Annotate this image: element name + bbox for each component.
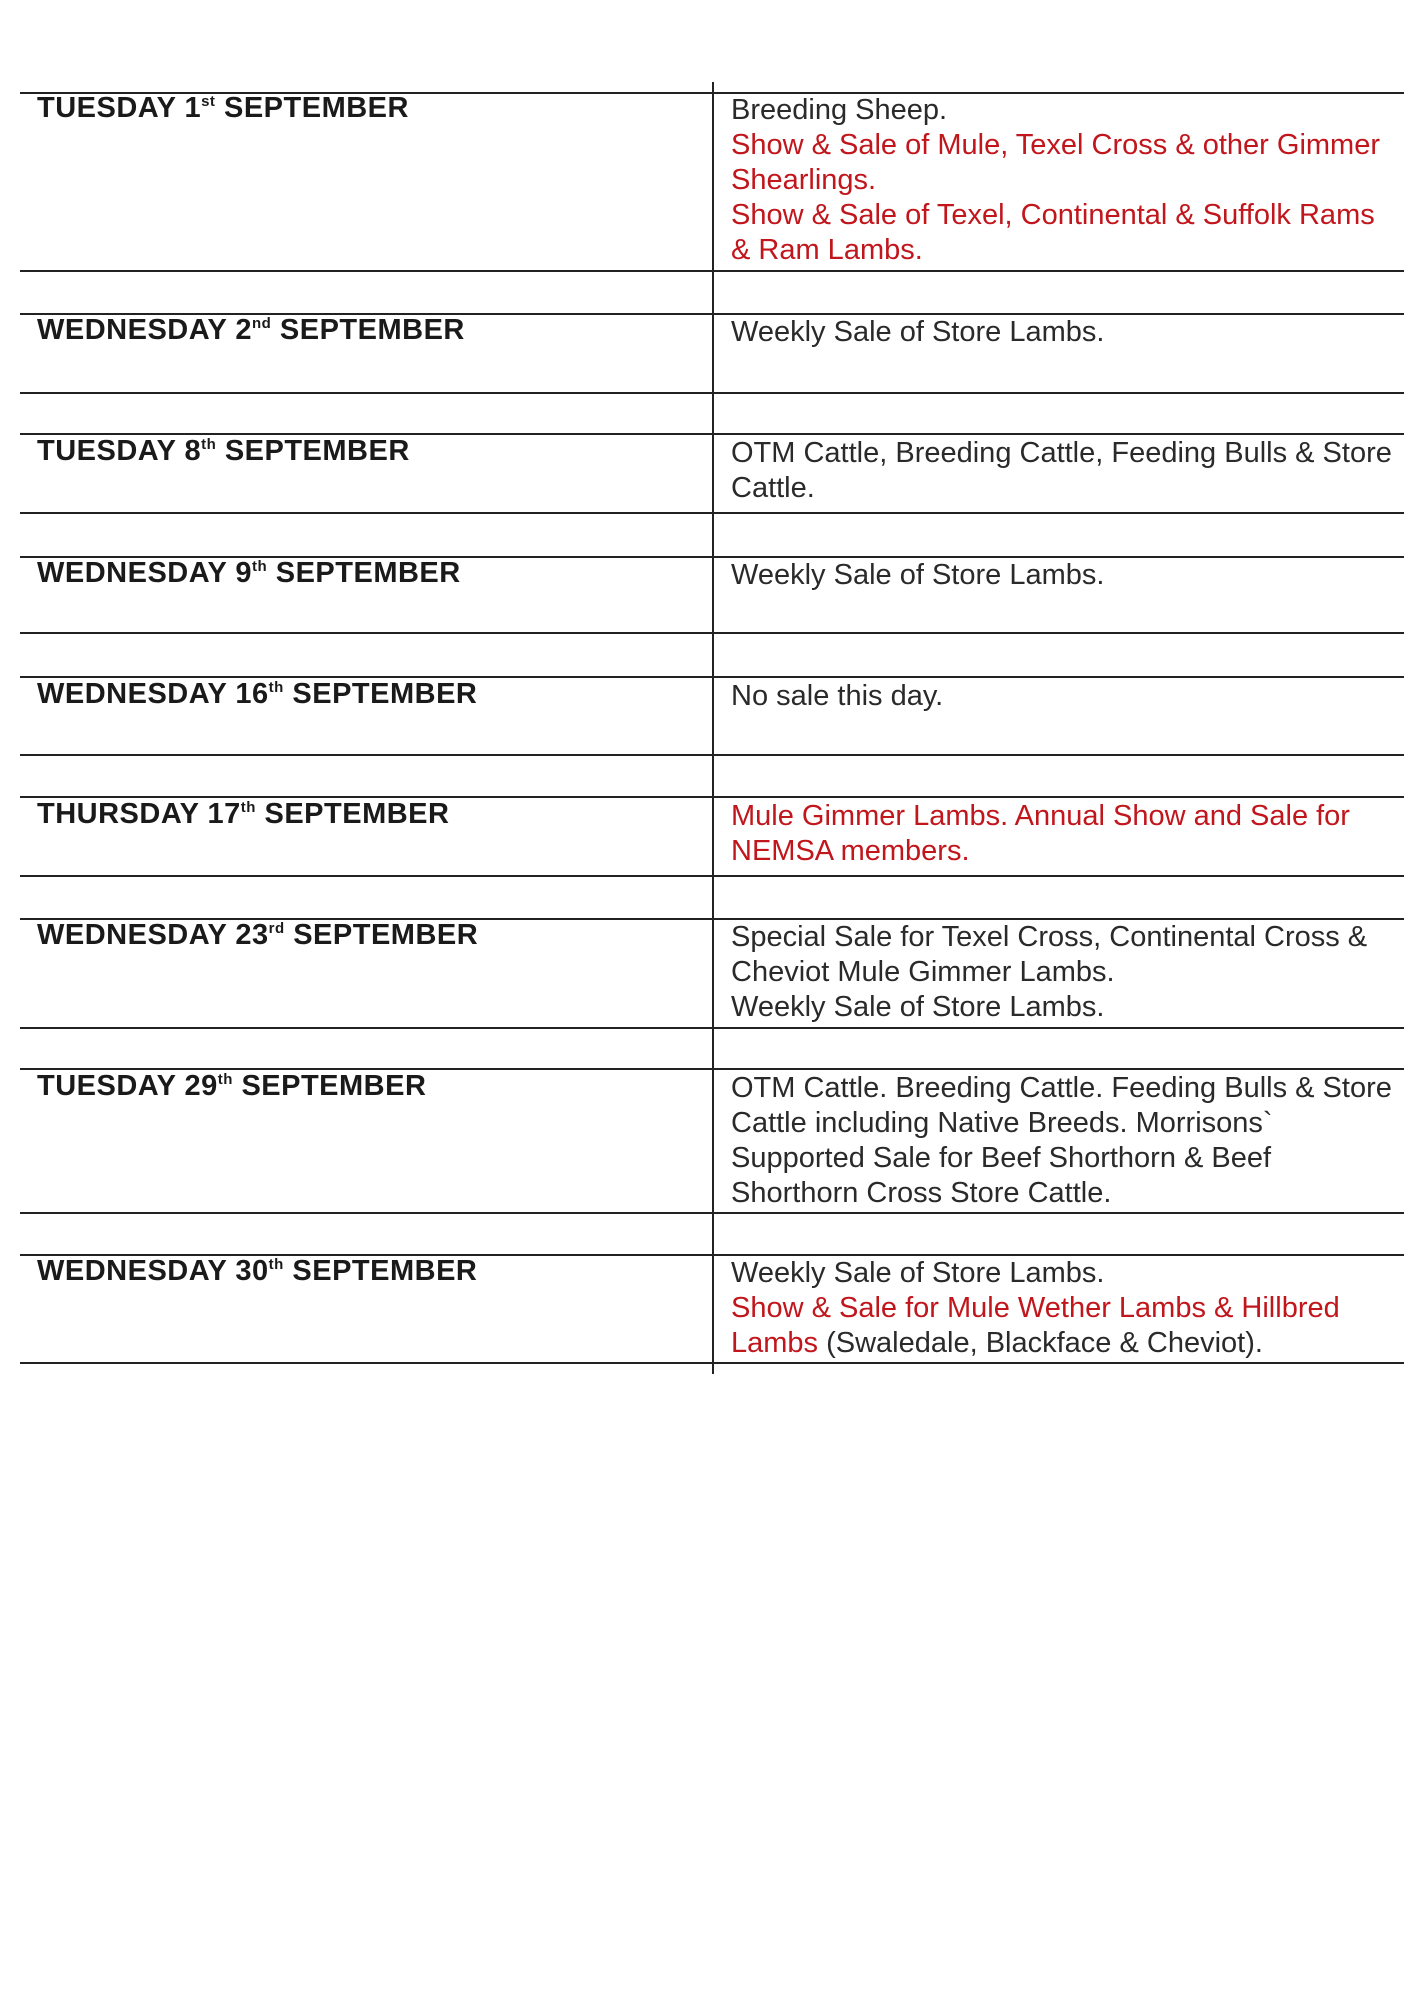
row-description <box>731 1256 1399 1361</box>
desc-line-highlight: Mule Gimmer Lambs. Annual Show and Sale for NEMSA members. <box>731 800 1350 867</box>
row-date: WEDNESDAY 2nd SEPTEMBER <box>37 314 465 346</box>
row-date: WEDNESDAY 30th SEPTEMBER <box>37 1255 478 1287</box>
column-divider <box>712 82 714 1374</box>
table-rule <box>20 1212 1404 1214</box>
table-rule <box>20 512 1404 514</box>
row-description <box>731 679 1399 714</box>
desc-line: Weekly Sale of Store Lambs. <box>731 316 1105 348</box>
row-date: WEDNESDAY 23rd SEPTEMBER <box>37 919 479 951</box>
table-rule <box>20 632 1404 634</box>
table-rule <box>20 270 1404 272</box>
row-description <box>731 315 1399 350</box>
desc-line: Weekly Sale of Store Lambs. <box>731 1257 1105 1289</box>
desc-line: OTM Cattle, Breeding Cattle, Feeding Bulls & Store Cattle. <box>731 437 1392 504</box>
desc-line: Special Sale for Texel Cross, Continental Cross & Cheviot Mule Gimmer Lambs. <box>731 921 1368 988</box>
table-rule <box>20 1362 1404 1364</box>
desc-line: Weekly Sale of Store Lambs. <box>731 991 1105 1023</box>
table-rule <box>20 875 1404 877</box>
row-date: THURSDAY 17th SEPTEMBER <box>37 798 450 830</box>
table-rule <box>20 1027 1404 1029</box>
desc-line: OTM Cattle. Breeding Cattle. Feeding Bulls & Store Cattle including Native Breeds. Morrisons` Supported Sale for Beef Shorthorn & Beef Shorthorn Cross Store Cattle. <box>731 1072 1392 1209</box>
desc-line: Breeding Sheep. <box>731 94 948 126</box>
desc-line-highlight: Show & Sale for Mule Wether Lambs & Hillbred Lambs <box>731 1292 1340 1359</box>
row-date: WEDNESDAY 9th SEPTEMBER <box>37 557 461 589</box>
desc-line-tail: (Swaledale, Blackface & Cheviot). <box>818 1327 1263 1359</box>
row-date: TUESDAY 29th SEPTEMBER <box>37 1070 427 1102</box>
table-rule <box>20 754 1404 756</box>
row-description <box>731 799 1399 869</box>
table-rule <box>20 392 1404 394</box>
row-date: WEDNESDAY 16th SEPTEMBER <box>37 678 478 710</box>
desc-line-highlight: Show & Sale of Mule, Texel Cross & other Gimmer Shearlings. <box>731 129 1380 196</box>
desc-line: No sale this day. <box>731 680 944 712</box>
row-description <box>731 920 1399 1025</box>
desc-line-mixed <box>731 1291 1399 1361</box>
row-description <box>731 1071 1399 1211</box>
row-description <box>731 436 1399 506</box>
row-description <box>731 558 1399 593</box>
row-date: TUESDAY 8th SEPTEMBER <box>37 435 410 467</box>
row-date: TUESDAY 1st SEPTEMBER <box>37 92 409 124</box>
row-description <box>731 93 1399 268</box>
desc-line: Weekly Sale of Store Lambs. <box>731 559 1105 591</box>
desc-line-highlight: Show & Sale of Texel, Continental & Suffolk Rams & Ram Lambs. <box>731 199 1375 266</box>
